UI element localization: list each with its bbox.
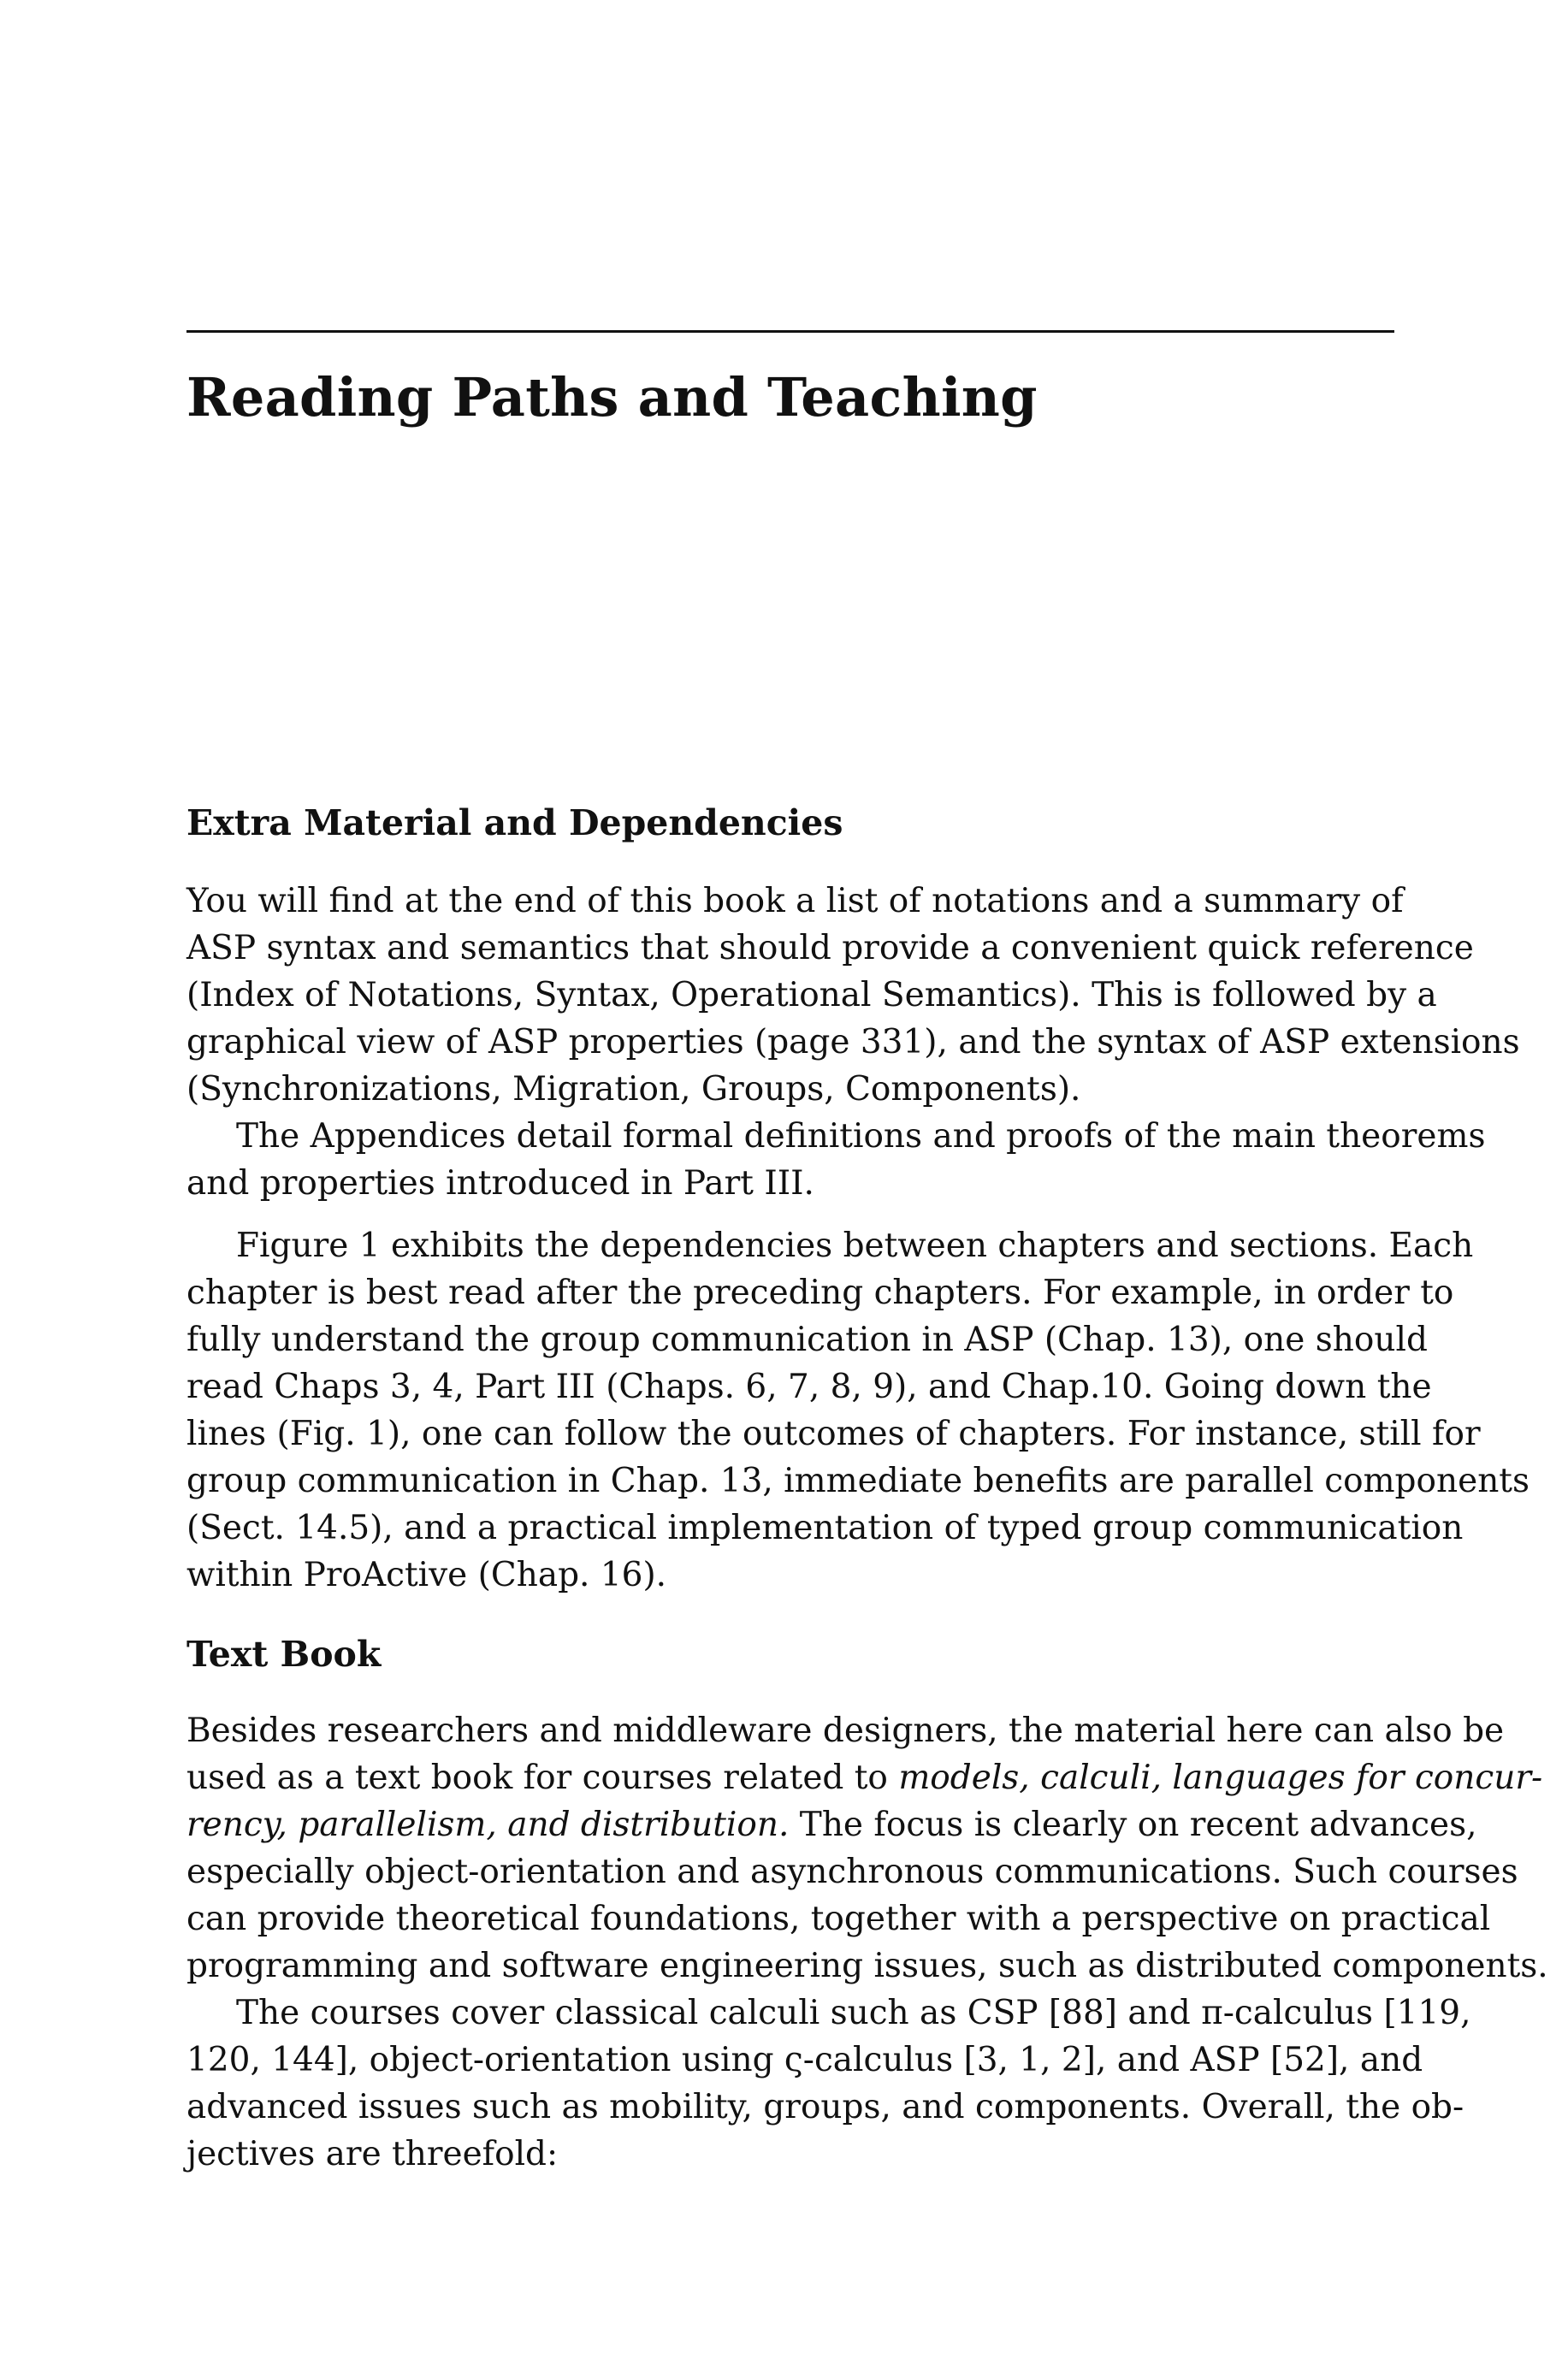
text-span: used as a text book for courses related to [186,1759,899,1797]
paragraph-dependencies [186,1222,1530,1599]
paragraph-text-book [186,1707,1548,2178]
text-line: fully understand the group communication in ASP (Chap. 13), one should [186,1321,1428,1359]
text-line: ASP syntax and semantics that should provide a convenient quick reference [186,929,1474,967]
text-line: (Sect. 14.5), and a practical implementation of typed group communication [186,1509,1464,1547]
text-line: The Appendices detail formal definitions and proofs of the main theorems [236,1117,1486,1156]
text-line [186,1754,1543,1801]
text-line: chapter is best read after the preceding chapters. For example, in order to [186,1274,1454,1312]
book-page [186,0,1548,2377]
text-line: especially object-orientation and asynchronous communications. Such courses [186,1853,1518,1891]
text-line [186,1801,1477,1848]
text-line: jectives are threefold: [186,2135,559,2173]
text-line: can provide theoretical foundations, together with a perspective on practical [186,1900,1491,1938]
text-span: The focus is clearly on recent advances, [789,1806,1477,1844]
text-line: The courses cover classical calculi such as CSP [88] and π-calculus [119, [236,1994,1471,2032]
text-line: programming and software engineering issues, such as distributed components. [186,1947,1548,1985]
section-heading-extra-material: Extra Material and Dependencies [186,802,843,843]
chapter-top-rule [186,330,1394,333]
text-line: (Synchronizations, Migration, Groups, Components). [186,1070,1081,1109]
text-line: (Index of Notations, Syntax, Operational Semantics). This is followed by a [186,976,1437,1014]
text-line: within ProActive (Chap. 16). [186,1556,667,1594]
text-line: group communication in Chap. 13, immediate benefits are parallel components [186,1462,1530,1500]
text-line: 120, 144], object-orientation using ς-calculus [3, 1, 2], and ASP [52], and [186,2041,1423,2079]
text-line: graphical view of ASP properties (page 331), and the syntax of ASP extensions [186,1023,1520,1061]
text-line: You will find at the end of this book a list of notations and a summary of [186,882,1404,920]
emphasis-text: models, calculi, languages for concur- [898,1759,1543,1797]
text-line: and properties introduced in Part III. [186,1164,814,1203]
text-line: Besides researchers and middleware designers, the material here can also be [186,1712,1505,1750]
section-heading-text-book: Text Book [186,1634,382,1675]
chapter-title: Reading Paths and Teaching [186,366,1038,429]
text-line: read Chaps 3, 4, Part III (Chaps. 6, 7, 8, 9), and Chap.10. Going down the [186,1368,1432,1406]
paragraph-extra-material [186,878,1520,1207]
text-line: lines (Fig. 1), one can follow the outcomes of chapters. For instance, still for [186,1415,1481,1453]
emphasis-text: rency, parallelism, and distribution. [186,1806,790,1844]
text-line: advanced issues such as mobility, groups, and components. Overall, the ob- [186,2088,1464,2126]
text-line: Figure 1 exhibits the dependencies between chapters and sections. Each [236,1227,1474,1265]
